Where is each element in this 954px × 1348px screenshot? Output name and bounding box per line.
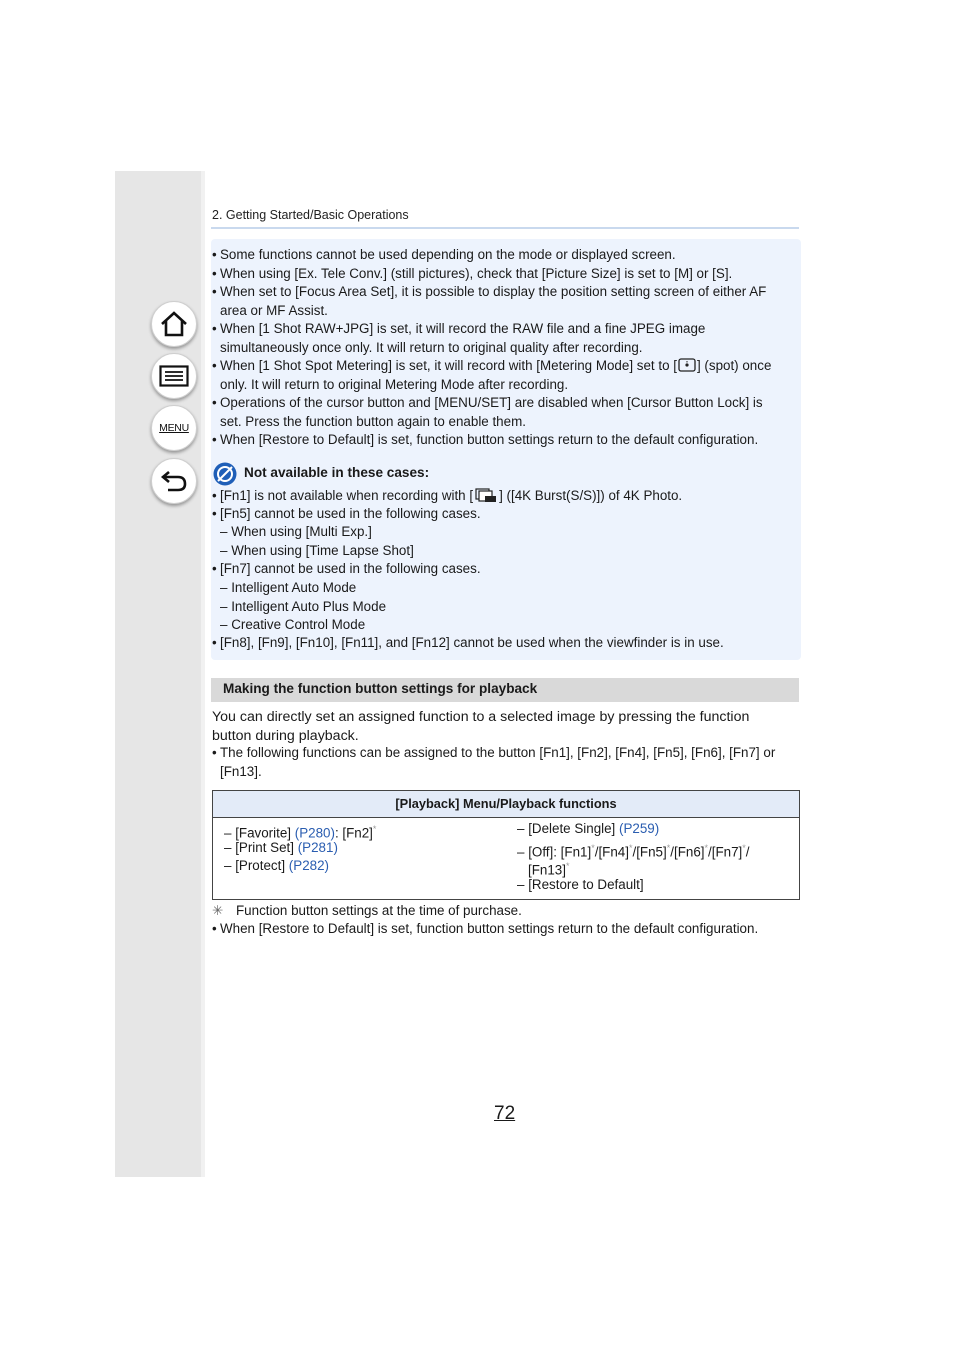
footnote-mark: * <box>628 843 633 853</box>
bullet: • <box>212 921 217 936</box>
bullet: • <box>212 395 217 410</box>
bullet: • <box>212 321 217 336</box>
return-arrow-icon <box>159 468 189 494</box>
item-label: /[Fn7] <box>708 844 743 860</box>
footnote-mark: * <box>704 843 709 853</box>
dash-item <box>220 579 356 598</box>
dash: – <box>517 844 525 860</box>
item-label: [Print Set] <box>235 840 294 855</box>
item-label: [Favorite] <box>235 825 291 841</box>
item-label: / <box>745 844 750 860</box>
bullet: • <box>212 561 217 576</box>
table-item-print-set <box>224 839 338 858</box>
page-link[interactable]: (P259) <box>619 821 660 836</box>
table-header <box>213 791 799 818</box>
note-text: When set to [Focus Area Set], it is possible to display the position setting screen of either AF <box>220 284 767 299</box>
back-button[interactable] <box>151 458 197 504</box>
dash: – <box>220 617 228 632</box>
table-item-restore <box>517 876 644 895</box>
bullet: • <box>212 266 217 281</box>
table-item-delete-single <box>517 820 659 839</box>
menu-label: MENU <box>159 422 189 434</box>
section-paragraph-line: You can directly set an assigned function to a selected image by pressing the function <box>212 709 750 725</box>
list-icon <box>159 365 189 387</box>
dash: – <box>220 524 228 539</box>
bullet: • <box>212 506 217 521</box>
dash-item <box>220 542 414 561</box>
section-bullet-line: [Fn13]. <box>220 764 262 779</box>
page-link[interactable]: (P280) <box>294 825 335 841</box>
fn1-note-part: ] ([4K Burst(S/S)]) of 4K Photo. <box>499 488 683 503</box>
note-text: simultaneously once only. It will return to original quality after recording. <box>220 340 643 355</box>
footnote-star: ✳ <box>212 903 224 918</box>
bullet: • <box>212 284 217 299</box>
item-label: /[Fn5] <box>632 844 667 860</box>
bullet: • <box>212 635 217 650</box>
fn1-note <box>220 487 682 506</box>
dash-item-text: When using [Time Lapse Shot] <box>231 543 414 558</box>
dash: – <box>224 858 232 873</box>
section-title: Making the function button settings for playback <box>223 681 538 696</box>
dash: – <box>220 543 228 558</box>
note-text: When [1 Shot RAW+JPG] is set, it will record the RAW file and a fine JPEG image <box>220 321 706 336</box>
note-text: When using [Ex. Tele Conv.] (still pictures), check that [Picture Size] is set to [M] or [S]. <box>220 266 733 281</box>
item-label: /[Fn6] <box>670 844 705 860</box>
fn5-note: [Fn5] cannot be used in the following cases. <box>220 506 481 521</box>
not-available-icon <box>213 462 237 486</box>
note-text-part: ] (spot) once <box>696 358 772 373</box>
home-icon <box>159 310 189 338</box>
bullet: • <box>212 488 217 503</box>
dash-item <box>220 616 365 635</box>
footnote-mark: * <box>565 861 570 871</box>
page-link[interactable]: (P281) <box>297 840 338 855</box>
menu-button[interactable] <box>151 405 197 451</box>
footnote-mark: * <box>742 843 746 853</box>
dash-item <box>220 598 386 617</box>
playback-functions-table <box>212 790 800 900</box>
dash: – <box>224 840 232 855</box>
item-label: [Fn13] <box>528 862 566 878</box>
dash: – <box>220 580 228 595</box>
note-text: only. It will return to original Metering Mode after recording. <box>220 377 569 392</box>
footnote-text: Function button settings at the time of purchase. <box>236 903 522 918</box>
bullet: • <box>212 745 217 760</box>
fn7-note: [Fn7] cannot be used in the following cases. <box>220 561 481 576</box>
dash-item-text: Creative Control Mode <box>231 617 366 632</box>
table-header-title: [Playback] Menu/Playback functions <box>395 796 617 811</box>
spot-metering-icon <box>678 358 696 372</box>
note-text-part: When [1 Shot Spot Metering] is set, it will record with [Metering Mode] set to [ <box>220 358 677 373</box>
header-divider <box>211 227 799 229</box>
page-number[interactable]: 72 <box>494 1103 516 1124</box>
item-label: /[Fn4] <box>594 844 629 860</box>
4k-burst-icon <box>475 488 497 503</box>
dash: – <box>220 599 228 614</box>
section-bullet-line: The following functions can be assigned to the button [Fn1], [Fn2], [Fn4], [Fn5], [Fn6], [Fn7] or <box>220 745 776 760</box>
note-text: Some functions cannot be used depending on the mode or displayed screen. <box>220 247 676 262</box>
item-label: [Restore to Default] <box>528 877 644 892</box>
item-label: [Off]: [Fn1] <box>528 844 592 860</box>
contents-button[interactable] <box>151 353 197 399</box>
dash: – <box>517 877 525 892</box>
footnote-mark: * <box>372 824 377 834</box>
dash-item <box>220 523 372 542</box>
restore-note: When [Restore to Default] is set, function button settings return to the default configuration. <box>220 921 759 936</box>
note-text: When [Restore to Default] is set, function button settings return to the default configuration. <box>220 432 759 447</box>
bullet: • <box>212 432 217 447</box>
dash-item-text: Intelligent Auto Mode <box>231 580 357 595</box>
fn8-note: [Fn8], [Fn9], [Fn10], [Fn11], and [Fn12] cannot be used when the viewfinder is in use. <box>220 635 724 650</box>
bullet: • <box>212 358 217 373</box>
footnote-mark: * <box>666 843 671 853</box>
table-item-protect <box>224 857 329 876</box>
item-label: [Delete Single] <box>528 821 616 836</box>
fn1-note-part: [Fn1] is not available when recording with [ <box>220 488 474 503</box>
item-label: : [Fn2] <box>334 825 373 841</box>
footnote-mark: * <box>591 843 595 853</box>
note-text: area or MF Assist. <box>220 303 328 318</box>
note-text: Operations of the cursor button and [MENU/SET] are disabled when [Cursor Button Lock] is <box>220 395 763 410</box>
dash-item-text: Intelligent Auto Plus Mode <box>231 599 387 614</box>
sidebar-edge <box>201 171 205 1177</box>
breadcrumb: 2. Getting Started/Basic Operations <box>212 208 409 222</box>
dash: – <box>224 825 232 841</box>
section-paragraph-line: button during playback. <box>212 728 359 744</box>
not-available-title: Not available in these cases: <box>244 465 430 480</box>
bullet: • <box>212 247 217 262</box>
note-text <box>220 357 771 376</box>
page-link[interactable]: (P282) <box>288 858 329 873</box>
dash: – <box>517 821 525 836</box>
item-label: [Protect] <box>235 858 286 873</box>
dash-item-text: When using [Multi Exp.] <box>231 524 372 539</box>
home-button[interactable] <box>151 301 197 347</box>
note-text: set. Press the function button again to enable them. <box>220 414 526 429</box>
